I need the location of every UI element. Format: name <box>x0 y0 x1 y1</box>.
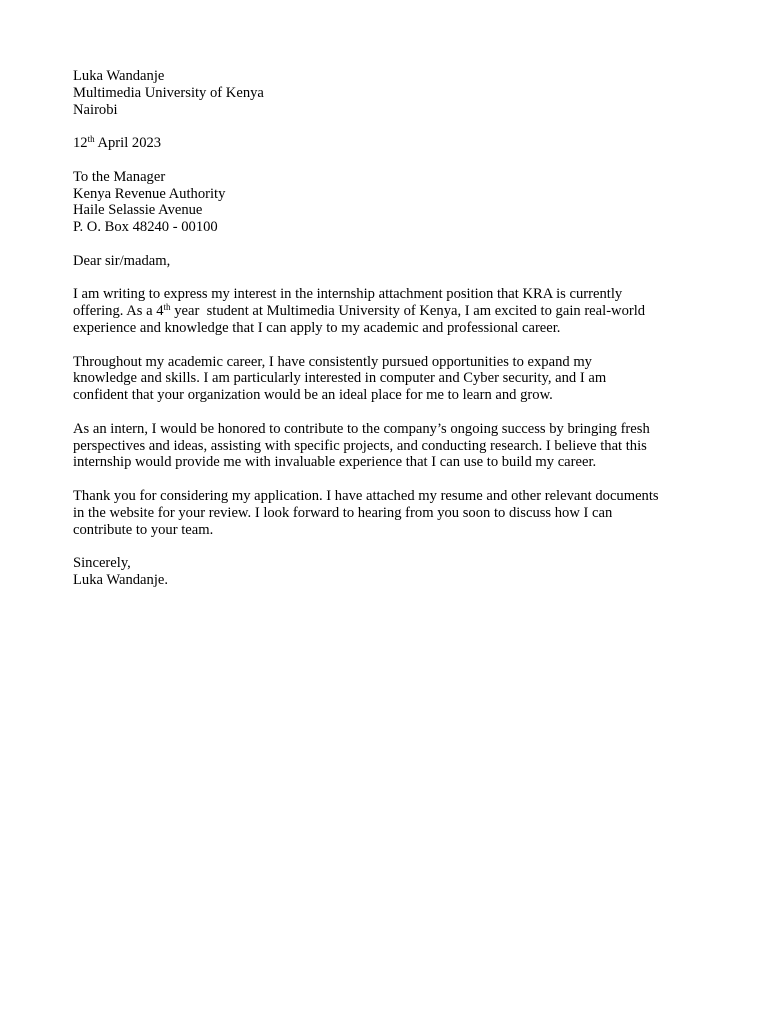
closing <box>73 555 703 589</box>
paragraph-line: in the website for your review. I look forward to hearing from you soon to discuss how I can <box>73 504 613 521</box>
valediction: Sincerely, <box>73 555 131 572</box>
paragraph-line: confident that your organization would be an ideal place for me to learn and grow. <box>73 387 553 404</box>
spacer <box>73 337 703 354</box>
paragraph-2 <box>73 354 703 404</box>
recipient-line: To the Manager <box>73 168 166 185</box>
paragraph-line: knowledge and skills. I am particularly interested in computer and Cyber security, and I am <box>73 370 607 387</box>
sender-name: Luka Wandanje <box>73 68 165 84</box>
paragraph-line: As an intern, I would be honored to contribute to the company’s ongoing success by bringing fresh <box>73 420 650 437</box>
ordinal-suffix: th <box>163 302 171 313</box>
paragraph-line: contribute to your team. <box>73 521 214 538</box>
paragraph-line: Throughout my academic career, I have consistently pursued opportunities to expand my <box>73 353 592 370</box>
recipient-address <box>73 169 703 236</box>
paragraph-text: offering. As a 4 <box>73 303 164 320</box>
letter-body <box>73 68 703 589</box>
recipient-line: P. O. Box 48240 - 00100 <box>73 219 218 236</box>
signature: Luka Wandanje. <box>73 571 169 588</box>
spacer <box>73 118 703 135</box>
date-line <box>73 135 703 152</box>
paragraph-1 <box>73 286 703 336</box>
spacer <box>73 152 703 169</box>
recipient-line: Haile Selassie Avenue <box>73 202 203 219</box>
paragraph-line: perspectives and ideas, assisting with specific projects, and conducting research. I believe that this <box>73 437 647 454</box>
letter-date <box>73 135 703 152</box>
spacer <box>73 538 703 555</box>
spacer <box>73 404 703 421</box>
spacer <box>73 270 703 287</box>
paragraph-4 <box>73 488 703 538</box>
paragraph-line: I am writing to express my interest in the internship attachment position that KRA is currently <box>73 286 623 303</box>
sender-institution: Multimedia University of Kenya <box>73 84 264 101</box>
recipient-line: Kenya Revenue Authority <box>73 185 226 202</box>
date-rest: April 2023 <box>94 135 162 152</box>
sender-address <box>73 68 703 118</box>
paragraph-line: internship would provide me with invaluable experience that I can use to build my career. <box>73 454 597 471</box>
paragraph-text: year student at Multimedia University of Kenya, I am excited to gain real-world <box>170 303 646 320</box>
paragraph-line: Thank you for considering my application. I have attached my resume and other relevant documents <box>73 487 659 504</box>
date-day-suffix: th <box>87 134 95 145</box>
salutation <box>73 253 703 270</box>
salutation-text: Dear sir/madam, <box>73 252 171 269</box>
paragraph-line: experience and knowledge that I can apply to my academic and professional career. <box>73 319 561 336</box>
date-day: 12 <box>73 135 88 152</box>
sender-city: Nairobi <box>73 101 118 118</box>
paragraph-3 <box>73 421 703 471</box>
spacer <box>73 236 703 253</box>
paragraph-line <box>73 303 703 320</box>
spacer <box>73 471 703 488</box>
